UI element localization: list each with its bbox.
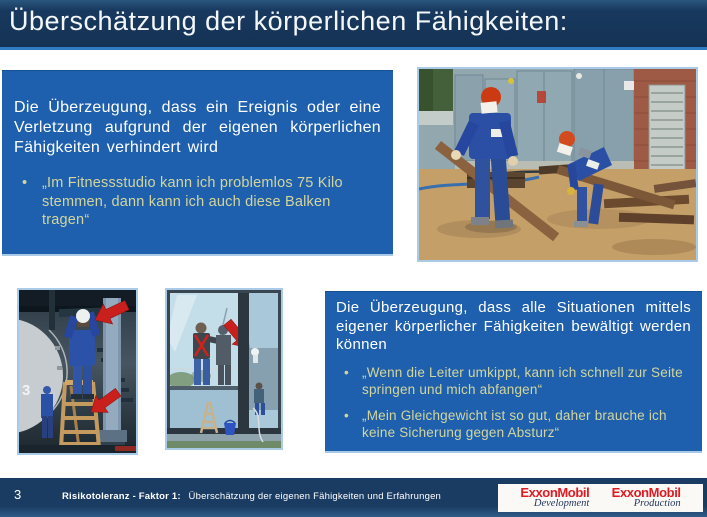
blurred-face [481,101,498,114]
bottom-right-text-box [325,291,702,453]
quote-text: „Wenn die Leiter umkippt, kann ich schnell zur Seite springen und mich abfangen“ [362,364,683,397]
exxonmobil-production-logo [612,486,681,510]
photo-ladder-overreach [17,288,138,455]
top-left-text-box [2,70,393,256]
footer-topic [62,491,441,502]
bullet-marker: • [344,408,349,424]
bullet-marker: • [22,175,28,192]
quote-text: „Mein Gleichgewicht ist so gut, daher brauche ich keine Sicherung gegen Absturz“ [362,408,667,441]
quote-list-2 [336,364,691,442]
tank-number-label: 3 [22,382,31,399]
exxonmobil-development-logo [520,486,589,510]
bullet-marker: • [344,364,349,380]
belief-statement-2: Die Überzeugung, dass alle Situationen mittels eigener körperlicher Fähigkeiten bewältigt werden können [336,299,691,354]
lamp-icon [508,78,514,84]
ladder-scene [19,290,136,453]
logo-plate [498,484,703,512]
wall-fitting [251,348,259,356]
photo-window-facade [165,288,283,450]
quote-bullet [14,174,381,229]
quote-bullet [336,407,691,441]
photo-beam-carrying [417,67,698,262]
logo-wordmark: ExxonMobil [611,485,681,501]
quote-bullet [336,364,691,398]
logo-division: Production [633,498,681,510]
window-scene [167,290,281,448]
bucket [224,423,236,435]
footer-topic-text: Überschätzung der eigenen Fähigkeiten und Erfahrungen [188,491,442,502]
title-bar [0,0,707,50]
logo-wordmark: ExxonMobil [520,485,590,501]
page-number: 3 [14,487,22,502]
beam-carrying-scene [419,69,696,260]
quote-text: „Im Fitnessstudio kann ich problemlos 75 Kilo stemmen, dann kann ich auch diese Balken tragen“ [42,175,343,229]
lamp-icon [576,73,582,79]
logo-division: Development [533,498,590,510]
footer-topic-label: Risikotoleranz - Faktor 1: [62,491,181,502]
quote-list-1 [14,174,381,229]
slide-title: Überschätzung der körperlichen Fähigkeiten: [9,6,568,36]
belief-statement-1: Die Überzeugung, dass ein Ereignis oder eine Verletzung aufgrund der eigenen körperlichen Fähigkeiten verhindert wird [14,99,381,156]
white-helmet-icon [76,309,90,323]
